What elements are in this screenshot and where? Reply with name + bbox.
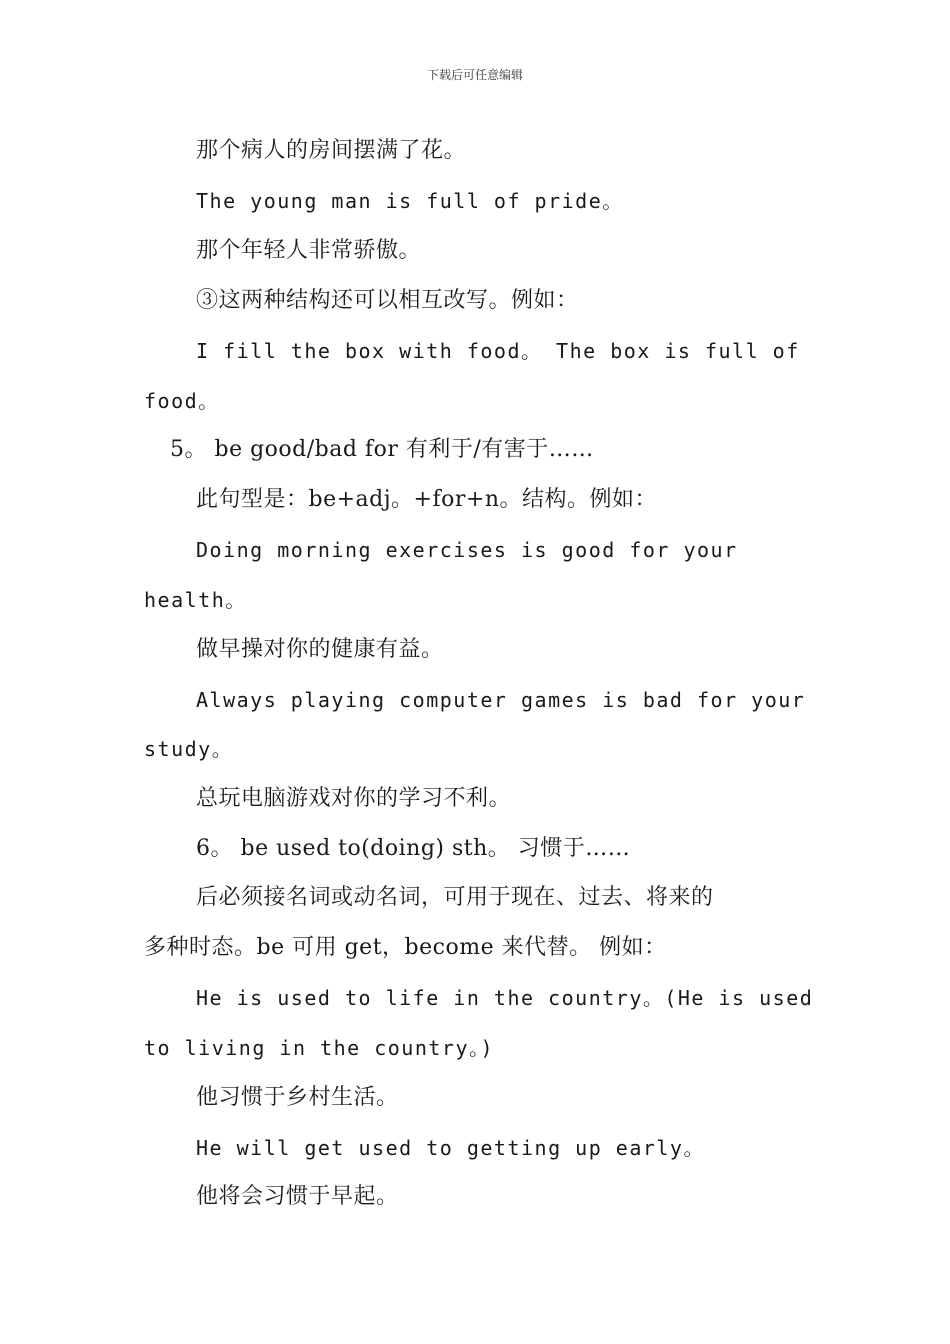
text-line: The young man is full of pride。 xyxy=(196,189,624,213)
section-heading: 5。 be good/bad for 有利于/有害于…… xyxy=(170,437,594,462)
text-line: 后必须接名词或动名词，可用于现在、过去、将来的 xyxy=(196,885,714,910)
text-line: to living in the country。) xyxy=(144,1036,495,1060)
text-line: 多种时态。be 可用 get，become 来代替。 例如： xyxy=(144,935,667,960)
text-line: 此句型是：be+adj。+for+n。结构。例如： xyxy=(196,487,657,512)
text-line: 他将会习惯于早起。 xyxy=(196,1184,399,1209)
text-line: 那个病人的房间摆满了花。 xyxy=(196,138,467,163)
text-line: He is used to life in the country。(He is used xyxy=(196,986,814,1010)
section-heading: 6。 be used to(doing) sth。 习惯于…… xyxy=(196,836,631,861)
text-line: 做早操对你的健康有益。 xyxy=(196,637,444,662)
text-line: 那个年轻人非常骄傲。 xyxy=(196,238,422,263)
text-line: 总玩电脑游戏对你的学习不利。 xyxy=(196,786,512,811)
text-line: Doing morning exercises is good for your xyxy=(196,538,738,562)
text-line: ③这两种结构还可以相互改写。例如： xyxy=(196,288,579,313)
text-line: food。 xyxy=(144,389,220,413)
text-line: 他习惯于乡村生活。 xyxy=(196,1085,399,1110)
page-header: 下载后可任意编辑 xyxy=(426,68,523,82)
text-line: He will get used to getting up early。 xyxy=(196,1136,705,1160)
text-line: I fill the box with food。 The box is full of xyxy=(196,339,800,363)
text-line: health。 xyxy=(144,588,247,612)
text-line: study。 xyxy=(144,737,234,761)
text-line: Always playing computer games is bad for your xyxy=(196,688,806,712)
